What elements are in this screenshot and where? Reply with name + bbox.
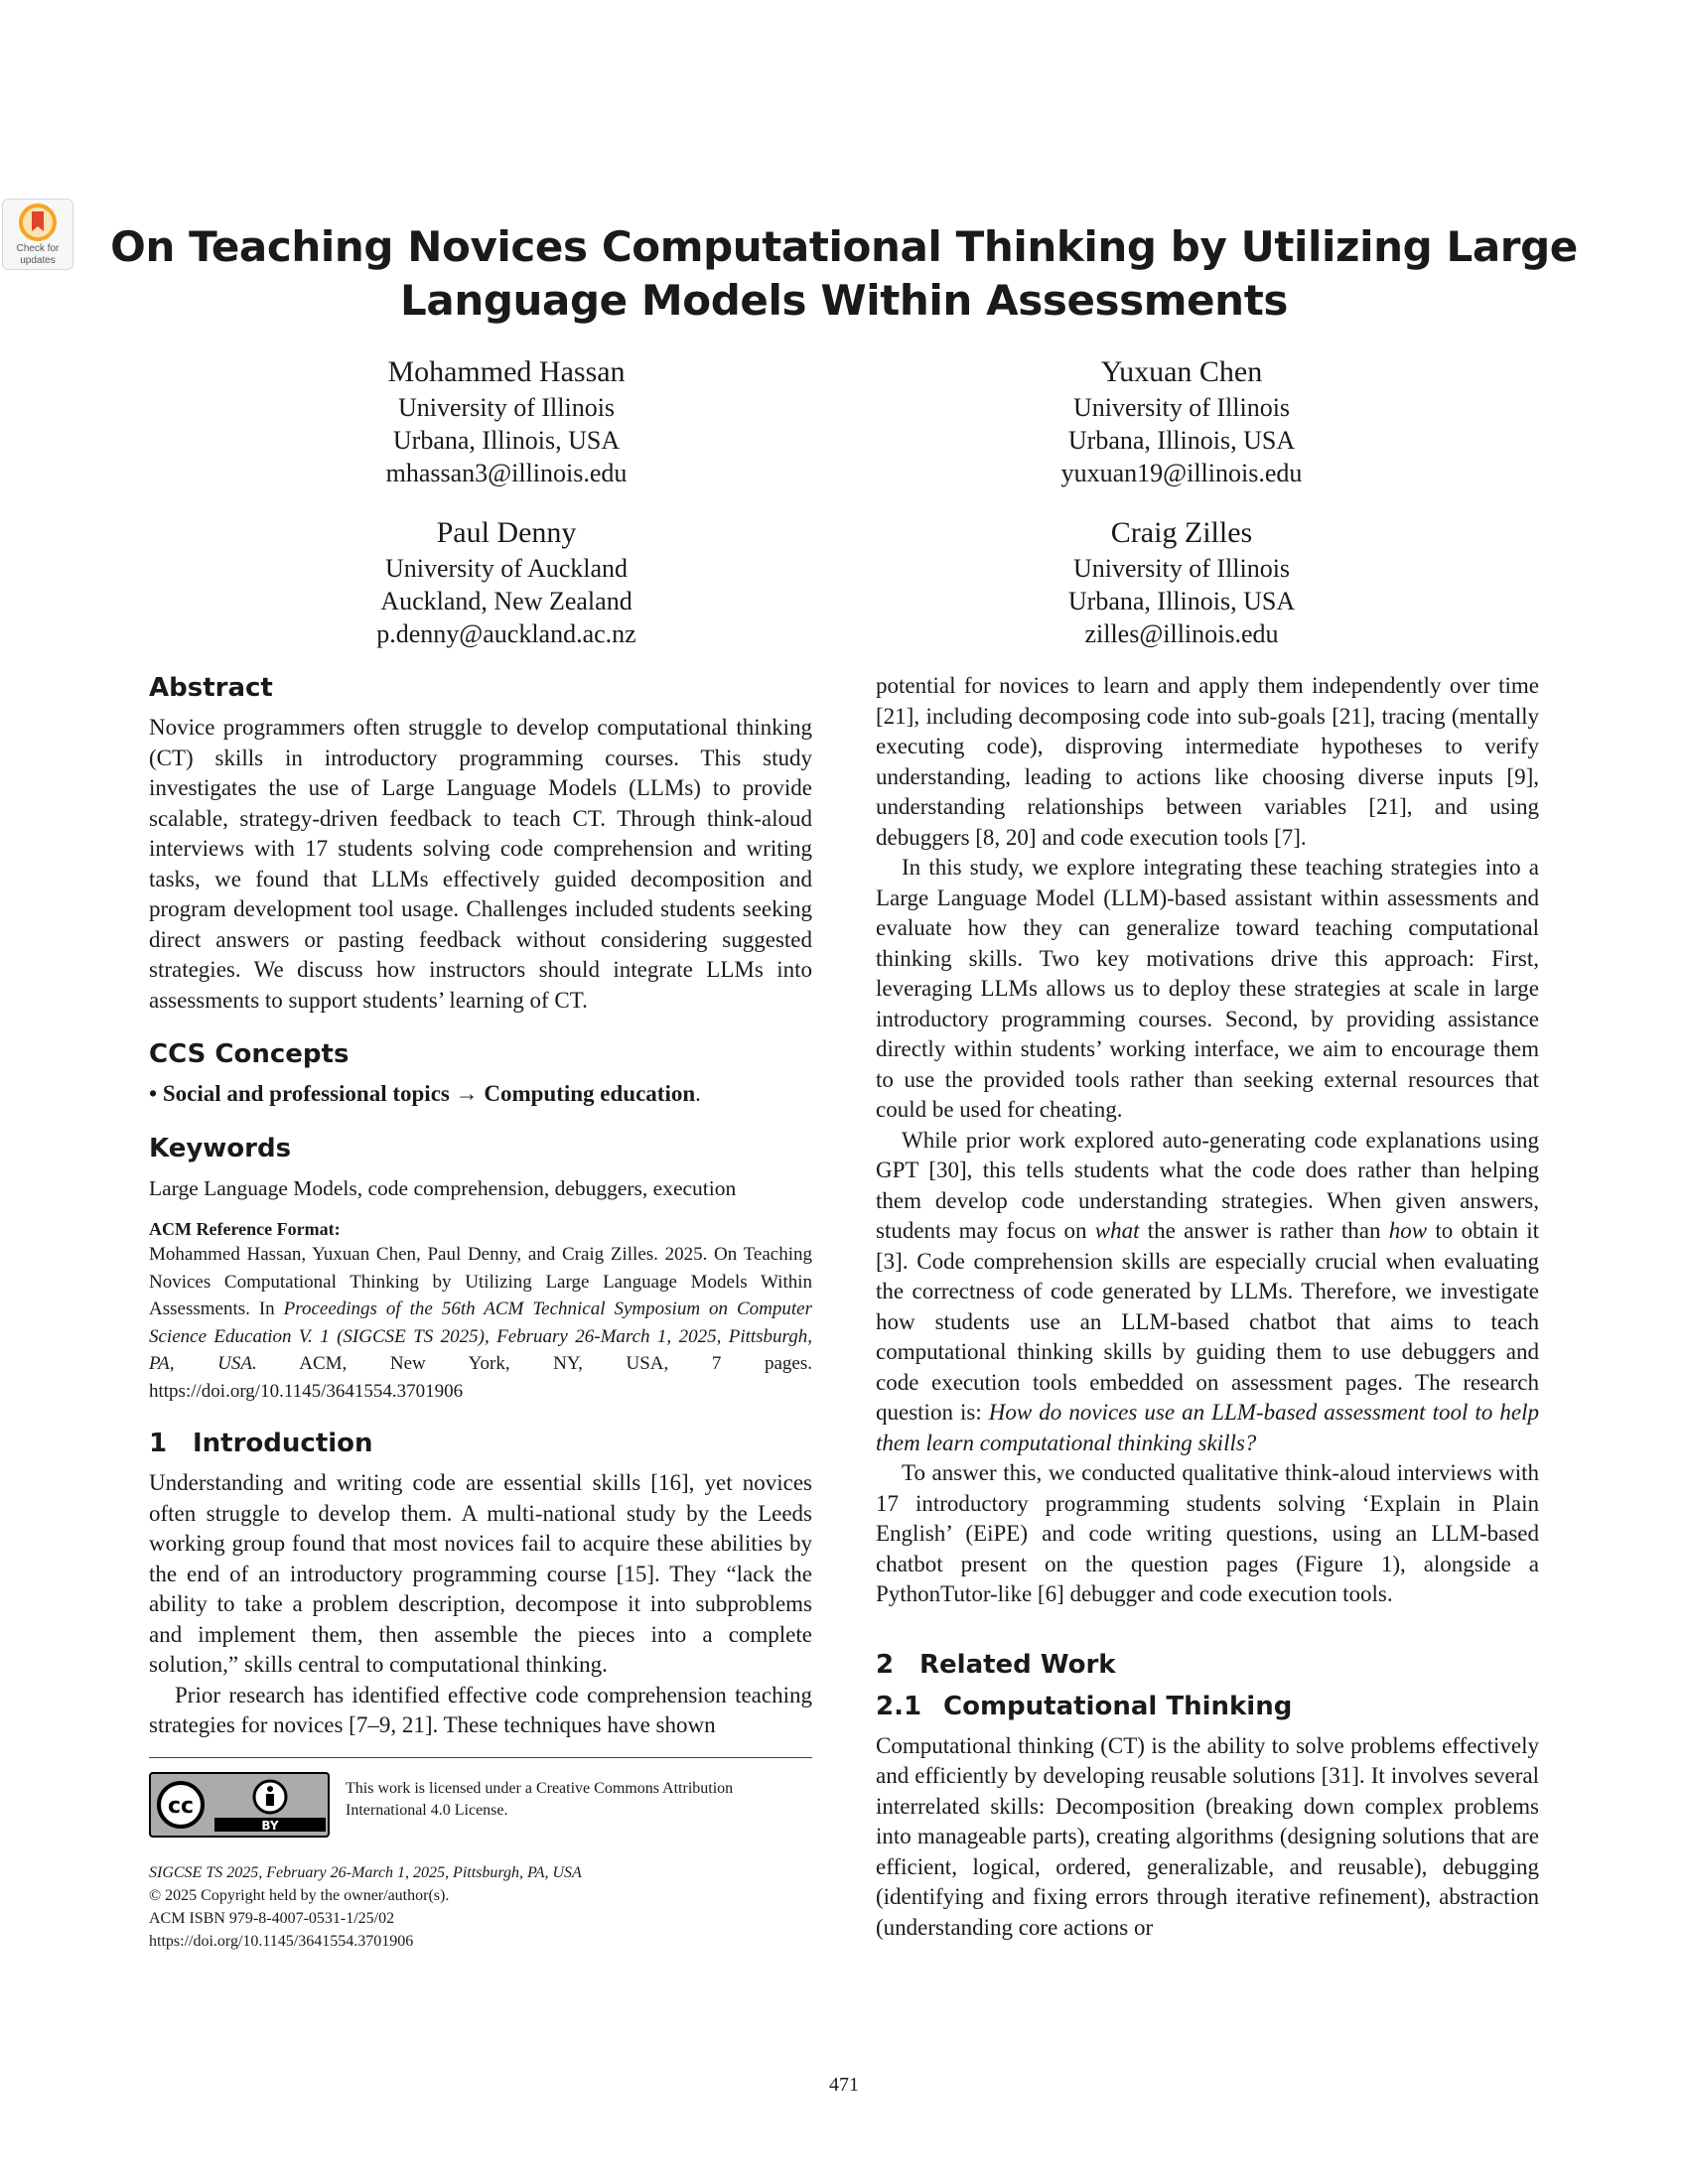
ccs-period: . [695, 1081, 701, 1106]
abstract-text: Novice programmers often struggle to develop computational thinking (CT) skills in introductory programming courses. This study investigates the use of Large Language Models (LLMs) to provide scalable, strategy-driven feedback to teach CT. Through think-aloud interviews with 17 students solving code comprehension and writing tasks, we found that LLMs effectively guided decomposition and program development tool usage. Challenges included students seeking direct answers or pasting feedback without considering suggested strategies. We discuss how instructors should integrate LLMs into assessments to support students’ learning of CT. [149, 715, 812, 1013]
author-email: p.denny@auckland.ac.nz [376, 619, 636, 648]
footer-isbn: ACM ISBN 979-8-4007-0531-1/25/02 [149, 1909, 395, 1927]
cc-text: cc [167, 1793, 195, 1819]
section-title: Introduction [193, 1429, 373, 1458]
author-affiliation: University of Illinois [1072, 554, 1291, 583]
author-name: Craig Zilles [1110, 516, 1253, 549]
footer-doi[interactable]: https://doi.org/10.1145/3641554.3701906 [149, 1932, 414, 1950]
acm-reference-text [149, 1241, 812, 1405]
related-paragraph-1: Computational thinking (CT) is the ability to solve problems effectively and efficiently by developing reusable solutions [31]. It involves several interrelated skills: Decomposition (breaking down complex problems into manageable parts), creating algorithms (designing solutions that are efficient, logical, ordered, generalizable, and reusable), debugging (identifying and fixing errors through iterative refinement), abstraction (understanding core actions or [876, 1732, 1539, 1940]
keywords-text: Large Language Models, code comprehension, debuggers, execution [149, 1175, 737, 1200]
author-block [923, 353, 1440, 489]
author-location: Urbana, Illinois, USA [1067, 426, 1296, 455]
cc-by-icon [151, 1776, 328, 1834]
section-heading-related-work [876, 1648, 1539, 1682]
acm-reference-venue: Proceedings of the 56th ACM Technical Symposium on Computer Science Education V. 1 (SIGCSE TS 2025), February 26-March 1, 2025, Pittsburgh, PA, USA. [149, 1298, 812, 1374]
ccs-bullet: • [149, 1081, 158, 1106]
author-affiliation: University of Illinois [1072, 393, 1291, 422]
intro-paragraph-5 [876, 1126, 1539, 1459]
author-block [923, 514, 1440, 650]
ccs-heading: CCS Concepts [149, 1039, 350, 1069]
by-text: BY [261, 1818, 279, 1833]
author-location: Auckland, New Zealand [380, 587, 633, 615]
author-email: zilles@illinois.edu [1084, 619, 1279, 648]
p5-part-c: to obtain it [3]. Code comprehension skills are especially crucial when evaluating the correctness of code generated by LLMs. Therefore, we investigate how students use an LLM-based chatbot that aims to teach computational thinking skills by guiding them to use debuggers and code execution tools embedded on assessment pages. The research question is: [876, 1218, 1539, 1425]
acm-reference-heading: ACM Reference Format: [149, 1219, 341, 1239]
ccs-topic: Social and professional topics [162, 1081, 450, 1106]
ccs-concept: Computing education [484, 1081, 696, 1106]
subsection-heading-computational-thinking [876, 1690, 1539, 1723]
ccs-arrow: → [455, 1081, 479, 1106]
intro-paragraph-3: potential for novices to learn and apply them independently over time [21], including decomposing code into sub-goals [21], tracing (mentally executing code), disproving intermediate hypotheses to verify understanding, leading to actions like choosing diverse inputs [9], understanding relationships between variables [21], and using debuggers [8, 20] and code execution tools [7]. [876, 673, 1539, 850]
acm-reference-part1: Mohammed Hassan, Yuxuan Chen, Paul Denny, and Craig Zilles. 2025. On Teaching Novices Computational Thinking by Utilizing Large Language Models Within Assessments. In [149, 1244, 812, 1319]
crossmark-icon [18, 203, 58, 242]
badge-label-line1: Check for [16, 243, 60, 254]
author-location: Urbana, Illinois, USA [1067, 587, 1296, 615]
research-question: How do novices use an LLM-based assessment tool to help them learn computational thinking skills? [876, 1400, 1539, 1455]
section-heading-introduction [149, 1427, 812, 1460]
license-block [149, 1757, 812, 1838]
subsection-number: 2.1 [876, 1691, 922, 1721]
author-email: yuxuan19@illinois.edu [1060, 459, 1303, 487]
footer-copyright: © 2025 Copyright held by the owner/author(s). [149, 1886, 450, 1904]
author-affiliation: University of Auckland [384, 554, 629, 583]
subsection-title: Computational Thinking [943, 1691, 1293, 1721]
keywords-heading: Keywords [149, 1133, 292, 1163]
intro-paragraph-6: To answer this, we conducted qualitative think-aloud interviews with 17 introductory programming students solving ‘Explain in Plain English’ (EiPE) and code writing questions, using an LLM-based chatbot present on the question pages (Figure 1), alongside a PythonTutor-like [6] debugger and code execution tools. [876, 1460, 1539, 1606]
cc-by-logo[interactable] [149, 1772, 330, 1838]
abstract-heading: Abstract [149, 673, 273, 703]
p5-how: how [1388, 1218, 1428, 1243]
author-block [248, 353, 765, 489]
page-number: 471 [829, 2074, 859, 2096]
author-name: Yuxuan Chen [1100, 355, 1263, 388]
intro-paragraph-2: Prior research has identified effective code comprehension teaching strategies for novices [7–9, 21]. These techniques have shown [149, 1682, 812, 1737]
section-number: 2 [876, 1649, 895, 1680]
author-location: Urbana, Illinois, USA [392, 426, 621, 455]
author-name: Paul Denny [436, 516, 577, 549]
author-affiliation: University of Illinois [397, 393, 616, 422]
license-text: This work is licensed under a Creative Commons Attribution International 4.0 License. [346, 1779, 734, 1819]
author-email: mhassan3@illinois.edu [385, 459, 628, 487]
intro-paragraph-1: Understanding and writing code are essential skills [16], yet novices often struggle to develop them. A multi-national study by the Leeds working group found that most novices fail to acquire these abilities by the end of an introductory programming course [15]. They “lack the ability to take a problem description, decompose it into subproblems and implement them, then assemble the pieces into a complete solution,” skills central to computational thinking. [149, 1470, 812, 1677]
section-title: Related Work [919, 1649, 1116, 1680]
acm-reference-part2: ACM, New York, NY, USA, 7 pages. https://doi.org/10.1145/3641554.3701906 [149, 1353, 812, 1402]
section-number: 1 [149, 1429, 168, 1458]
p5-what: what [1094, 1218, 1140, 1243]
author-name: Mohammed Hassan [387, 355, 626, 388]
check-for-updates-badge[interactable] [2, 199, 73, 270]
author-block [248, 514, 765, 650]
paper-title: On Teaching Novices Computational Thinking by Utilizing Large Language Models Within Assessments [110, 222, 1578, 325]
p5-part-b: the answer is rather than [1139, 1218, 1389, 1243]
footer-venue: SIGCSE TS 2025, February 26-March 1, 2025, Pittsburgh, PA, USA [149, 1863, 582, 1881]
right-column [876, 671, 1539, 1943]
left-column [149, 671, 812, 1953]
p5-part-a: While prior work explored auto-generating code explanations using GPT [30], this tells students what the code does rather than helping them develop code understanding strategies. When given answers, students may focus on [876, 1127, 1539, 1243]
ccs-line [149, 1079, 812, 1110]
intro-paragraph-4: In this study, we explore integrating these teaching strategies into a Large Language Model (LLM)-based assistant within assessments and evaluate how they can generalize toward teaching computational thinking skills. Two key motivations drive this approach: First, leveraging LLMs allows us to deploy these strategies at scale in large introductory programming courses. Second, by providing assistance directly within students’ working interface, we aim to encourage them to use the provided tools rather than seeking external resources that could be used for cheating. [876, 855, 1539, 1122]
footer-block [149, 1861, 812, 1953]
badge-label-line2: updates [20, 255, 56, 266]
